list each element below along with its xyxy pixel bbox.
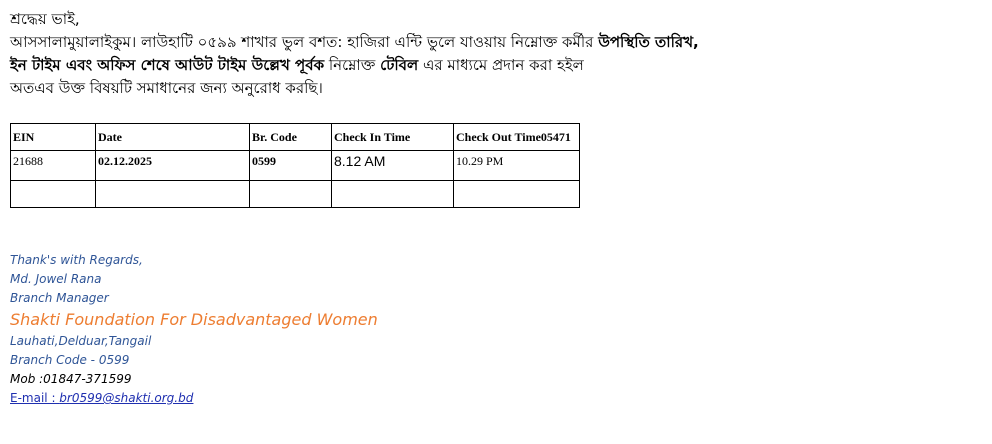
letter-line-2-text: নিম্নোক্ত <box>324 56 381 74</box>
cell-check-out: 10.29 PM <box>454 151 580 181</box>
table-header-row <box>11 124 580 151</box>
cell-empty <box>332 181 454 208</box>
header-date: Date <box>96 124 250 151</box>
signature-email <box>10 389 378 408</box>
table-row <box>11 151 580 181</box>
signature-name: Md. Jowel Rana <box>10 272 102 286</box>
cell-br-code: 0599 <box>250 151 332 181</box>
letter-line-1-text: আসসালামুয়ালাইকুম। লাউহাটি ০৫৯৯ শাখার ভুল বশত: হাজিরা এন্টি ভুলে যাওয়ায় নিম্নোক্ত কর্মীর <box>10 33 599 51</box>
letter-line-2-bold: ইন টাইম এবং অফিস শেষে আউট টাইম উল্লেখ পূর্বক <box>10 56 325 74</box>
letter-line-1 <box>10 31 980 54</box>
signature-branch-code: Branch Code - 0599 <box>10 353 130 367</box>
cell-empty <box>250 181 332 208</box>
header-check-out: Check Out Time05471 <box>454 124 580 151</box>
letter-line-2-bold-table: টেবিল <box>380 56 419 74</box>
signature-title: Branch Manager <box>10 291 109 305</box>
cell-ein: 21688 <box>11 151 96 181</box>
cell-empty <box>11 181 96 208</box>
letter-line-2-end: এর মাধ্যমে প্রদান করা হইল <box>418 56 584 74</box>
table-row <box>11 181 580 208</box>
letter-line-1-bold: উপস্থিতি তারিখ, <box>598 33 699 51</box>
letter-body <box>10 8 980 100</box>
header-br-code: Br. Code <box>250 124 332 151</box>
cell-empty <box>454 181 580 208</box>
salutation: শ্রদ্ধেয় ভাই, <box>10 10 80 28</box>
attendance-table <box>10 123 580 208</box>
letter-line-3: অতএব উক্ত বিষয়টি সমাধানের জন্য অনুরোধ করছি। <box>10 79 323 97</box>
header-ein: EIN <box>11 124 96 151</box>
email-signature <box>10 251 378 408</box>
signature-address: Lauhati,Delduar,Tangail <box>10 334 152 348</box>
signature-regards: Thank's with Regards, <box>10 253 143 267</box>
cell-check-in: 8.12 AM <box>332 151 454 181</box>
header-check-in: Check In Time <box>332 124 454 151</box>
signature-mobile: Mob :01847-371599 <box>10 372 132 386</box>
email-label: E-mail : <box>10 391 60 405</box>
signature-organization: Shakti Foundation For Disadvantaged Women <box>10 310 378 329</box>
cell-date: 02.12.2025 <box>96 151 250 181</box>
email-link[interactable]: br0599@shakti.org.bd <box>59 391 194 405</box>
letter-line-2 <box>10 54 980 77</box>
cell-empty <box>96 181 250 208</box>
